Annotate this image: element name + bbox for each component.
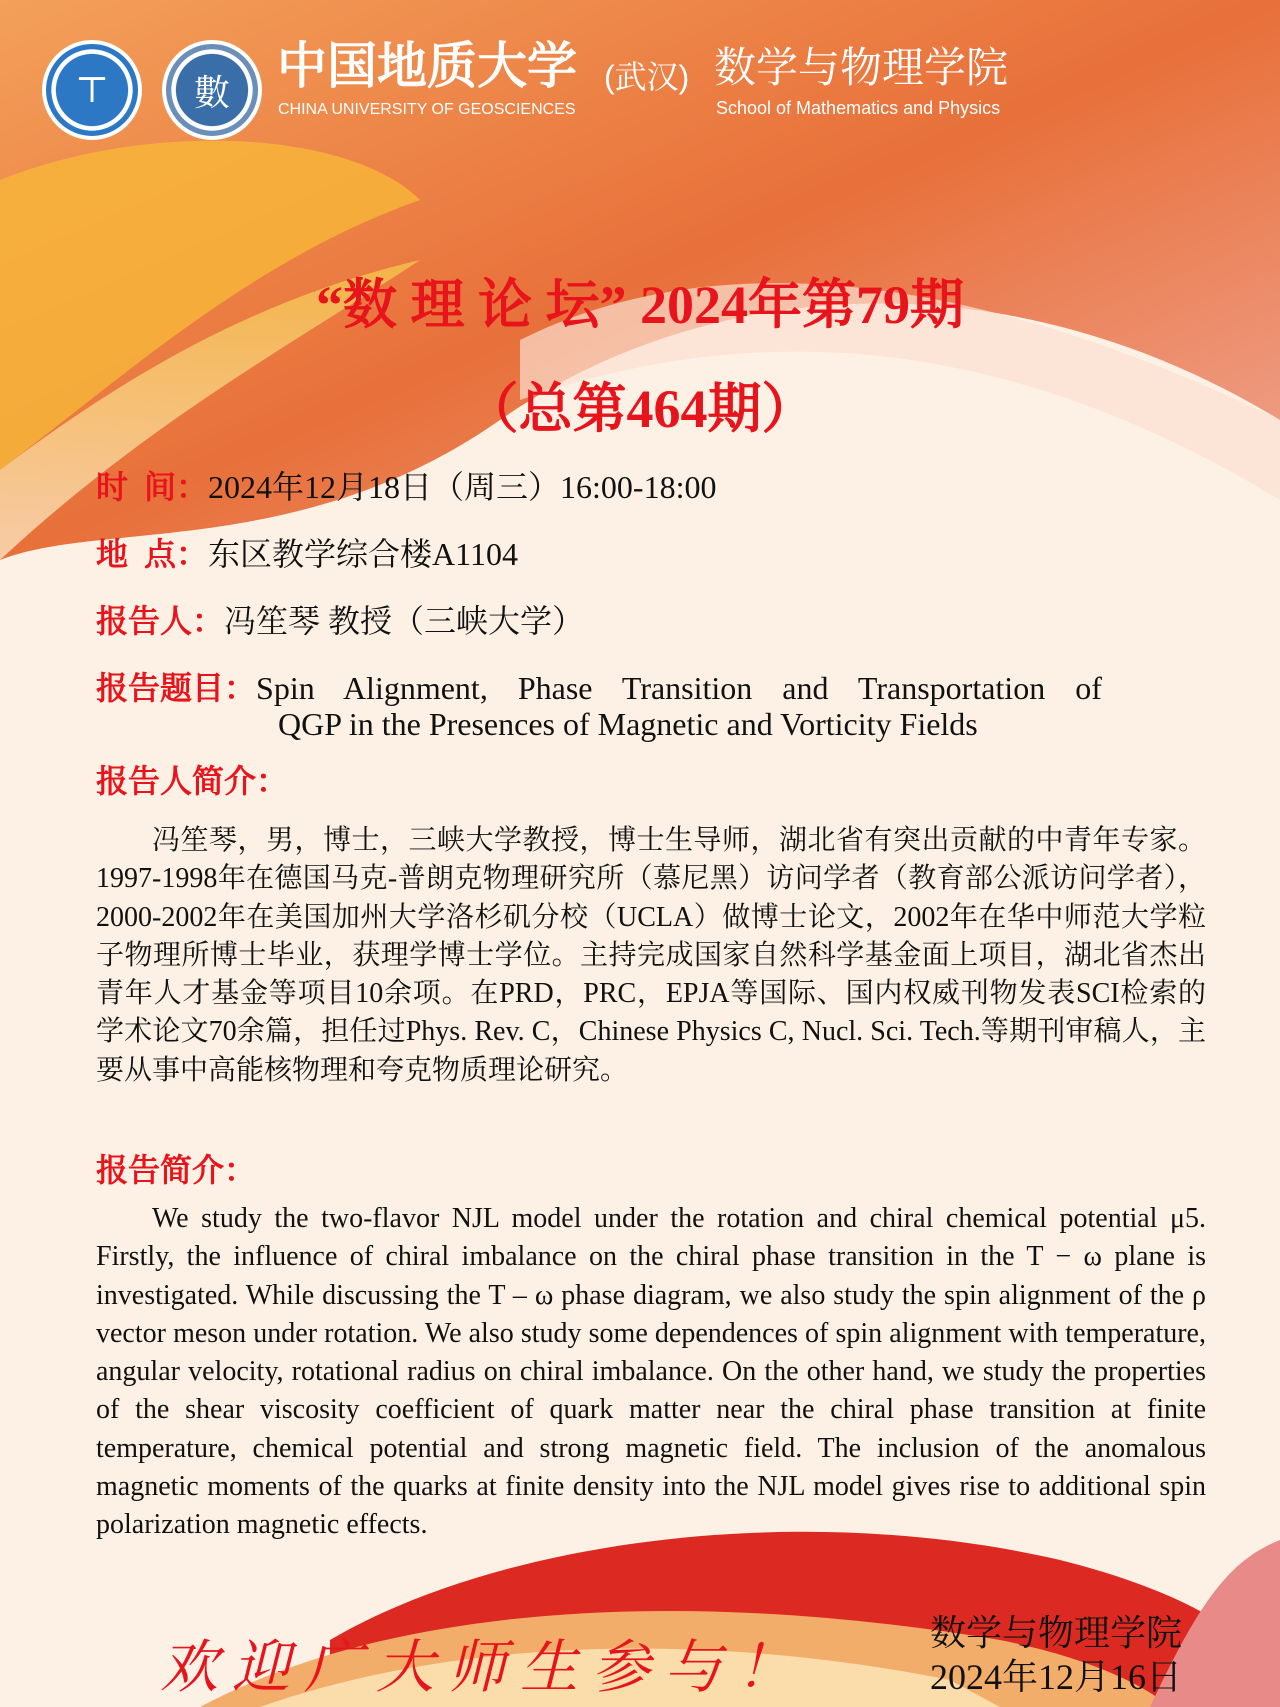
university-seal-icon: ⊤: [42, 40, 142, 140]
time-row: [96, 462, 716, 508]
speaker-row: [96, 596, 584, 642]
forum-issue-total: （总第464期）: [464, 379, 816, 439]
abstract-text: We study the two-flavor NJL model under the rotation and chiral chemical potential μ5. Firstly, the influence of chiral imbalance on the chiral phase transition in the T − ω plane is investigated. While discussing the T – ω phase diagram, we also study the spin alignment of the ρ vector meson under rotation. We also study some dependences of spin alignment with temperature, angular velocity, rotational radius on chiral imbalance. On the other hand, we study the properties of the shear viscosity coefficient of quark matter near the chiral phase transition at finite temperature, chemical potential and strong magnetic field. The inclusion of the anomalous magnetic moments of the quarks at finite density into the NJL model gives rise to additional spin polarization magnetic effects.: [96, 1203, 1206, 1541]
place-value: 东区教学综合楼A1104: [208, 536, 518, 572]
bio-text: 冯笙琴，男，博士，三峡大学教授，博士生导师，湖北省有突出贡献的中青年专家。 1997-1998年在德国马克-普朗克物理研究所（慕尼黑）访问学者（教育部公派访问学者），2000-2002年在美国加州大学洛杉矶分校（UCLA）做博士论文，2002年在华中师范大学粒子物理所博士毕业，获理学博士学位。主持完成国家自然科学基金面上项目，湖北省杰出青年人才基金等项目10余项。在PRD，PRC，EPJA等国际、国内权威刊物发表SCI检索的学术论文70余篇，担任过Phys. Rev. C，Chinese Physics C, Nucl. Sci. Tech.等期刊审稿人，主要从事中高能核物理和夸克物质理论研究。: [96, 825, 1206, 1086]
footer-date: 2024年12月16日: [930, 1657, 1183, 1697]
bio-heading: 报告人简介：: [96, 763, 289, 799]
forum-title: “数 理 论 坛” 2024年第79期: [316, 275, 964, 335]
welcome-slogan: 欢迎广大师生参与！: [160, 1633, 809, 1701]
topic-row: [96, 663, 1206, 709]
topic-line2: QGP in the Presences of Magnetic and Vorticity Fields: [278, 706, 978, 742]
footer-org: 数学与物理学院: [930, 1613, 1183, 1653]
topic-line1: Spin Alignment, Phase Transition and Transportation of: [256, 670, 1102, 706]
time-value: 2024年12月18日（周三）16:00-18:00: [208, 469, 717, 505]
place-label: 地 点：: [96, 536, 209, 572]
time-label: 时 间：: [96, 469, 209, 505]
school-seal-icon: 數: [162, 40, 262, 140]
topic-label: 报告题目：: [96, 670, 257, 706]
speaker-value: 冯笙琴 教授（三峡大学）: [224, 603, 585, 639]
university-name-cn: 中国地质大学: [277, 36, 577, 95]
school-name-cn: 数学与物理学院: [714, 44, 1009, 91]
speaker-label: 报告人：: [96, 603, 225, 639]
school-name-en: School of Mathematics and Physics: [716, 98, 1001, 118]
university-name-en: CHINA UNIVERSITY OF GEOSCIENCES: [278, 101, 576, 118]
campus-name: (武汉): [604, 59, 690, 95]
place-row: [96, 529, 518, 575]
abstract-heading: 报告简介：: [96, 1152, 257, 1188]
